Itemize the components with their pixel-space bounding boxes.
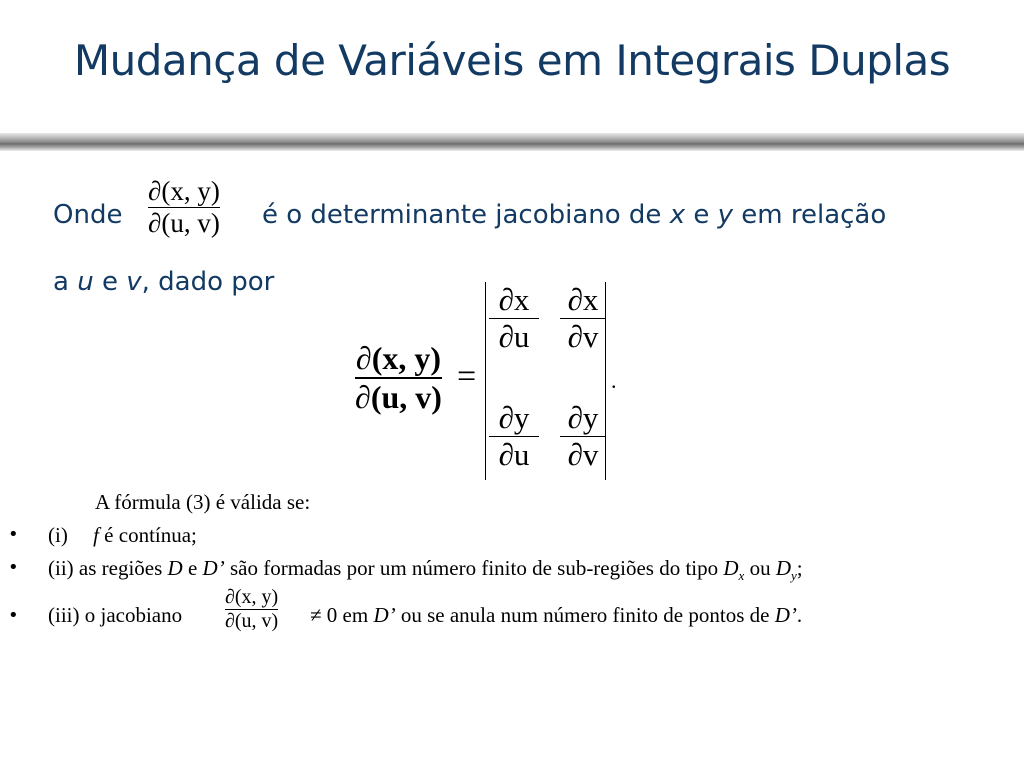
paragraph-var-x: x xyxy=(669,200,686,230)
bullet-icon: • xyxy=(8,557,19,578)
condition-iii-jacobian-fraction xyxy=(225,586,278,633)
condition-ii-y-sub: y xyxy=(791,568,797,584)
condition-ii-D: D xyxy=(167,556,183,580)
condition-ii xyxy=(48,556,803,584)
title-divider xyxy=(0,133,1024,151)
paragraph-var-y: y xyxy=(717,200,733,230)
condition-iii-jacobian-numerator: ∂(x, y) xyxy=(225,586,279,608)
determinant-cell-dx-du xyxy=(489,282,539,355)
paragraph-word-a: a xyxy=(53,267,69,297)
paragraph-conj-e: e xyxy=(693,200,710,230)
condition-i-f: f xyxy=(93,523,99,547)
determinant-cell-dx-dv xyxy=(560,282,606,355)
paragraph-line1-text xyxy=(262,200,886,230)
formula-lhs-denominator: ∂(u, v) xyxy=(355,379,442,415)
paragraph-var-u: u xyxy=(77,267,94,297)
paragraph-var-v: v xyxy=(126,267,142,297)
conditions-intro: A fórmula (3) é válida se: xyxy=(95,490,311,514)
condition-i-text: é contínua; xyxy=(104,523,197,547)
condition-ii-Dprime: D’ xyxy=(202,556,225,580)
paragraph-dado-por: , dado por xyxy=(141,267,275,297)
cell-dy-du-denominator: ∂u xyxy=(498,437,530,472)
condition-iii-Dprime2: D’ xyxy=(774,603,797,627)
condition-iii-end: . xyxy=(796,603,803,627)
determinant-cell-dy-du xyxy=(489,400,539,473)
bullet-icon: • xyxy=(8,524,19,545)
cell-dx-dv-denominator: ∂v xyxy=(567,319,599,354)
cell-dy-du-numerator: ∂y xyxy=(498,400,530,435)
condition-ii-pre: as regiões xyxy=(78,556,163,580)
paragraph-conj-e-2: e xyxy=(101,267,118,297)
condition-iii-lead xyxy=(48,603,182,628)
condition-iii-pre: o jacobiano xyxy=(84,603,183,627)
inline-jacobian-fraction xyxy=(148,176,220,239)
condition-iii-mid: ou se anula num número finito de pontos de xyxy=(400,603,770,627)
determinant-left-bar xyxy=(485,282,486,480)
condition-iii-jacobian-denominator: ∂(u, v) xyxy=(225,610,279,632)
paragraph-after-fraction: é o determinante jacobiano de xyxy=(262,200,662,230)
formula-lhs-fraction xyxy=(355,340,442,416)
condition-ii-x-sub: x xyxy=(738,568,745,584)
inline-jacobian-denominator: ∂(u, v) xyxy=(148,208,220,238)
formula-period: . xyxy=(611,368,617,393)
cell-dx-du-numerator: ∂x xyxy=(498,282,530,317)
cell-dx-dv-numerator: ∂x xyxy=(567,282,599,317)
condition-iii-rest xyxy=(310,603,802,628)
cell-dy-dv-denominator: ∂v xyxy=(567,437,599,472)
bullet-icon: • xyxy=(8,605,19,626)
condition-ii-mid: são formadas por um número finito de sub-regiões do tipo xyxy=(229,556,719,580)
condition-ii-e: e xyxy=(187,556,198,580)
formula-lhs-numerator: ∂(x, y) xyxy=(355,340,442,376)
paragraph-em-relacao: em relação xyxy=(741,200,887,230)
cell-dx-du-denominator: ∂u xyxy=(498,319,530,354)
condition-ii-Dy: D xyxy=(775,556,791,580)
determinant-cell-dy-dv xyxy=(560,400,606,473)
slide-title: Mudança de Variáveis em Integrais Duplas xyxy=(73,36,951,85)
paragraph-line2-text xyxy=(53,267,274,297)
condition-i xyxy=(48,523,197,548)
inline-jacobian-numerator: ∂(x, y) xyxy=(148,176,220,206)
condition-ii-end: ; xyxy=(796,556,803,580)
condition-iii-Dprime: D’ xyxy=(373,603,396,627)
condition-iii-neq: ≠ 0 em xyxy=(310,603,369,627)
cell-dy-dv-numerator: ∂y xyxy=(567,400,599,435)
condition-i-marker: (i) xyxy=(48,523,68,547)
condition-ii-ou: ou xyxy=(749,556,771,580)
formula-equals-sign: = xyxy=(457,358,477,395)
paragraph-word-onde: Onde xyxy=(53,200,123,230)
condition-iii-marker: (iii) xyxy=(48,603,80,627)
condition-ii-marker: (ii) xyxy=(48,556,74,580)
condition-ii-Dx: D xyxy=(723,556,739,580)
